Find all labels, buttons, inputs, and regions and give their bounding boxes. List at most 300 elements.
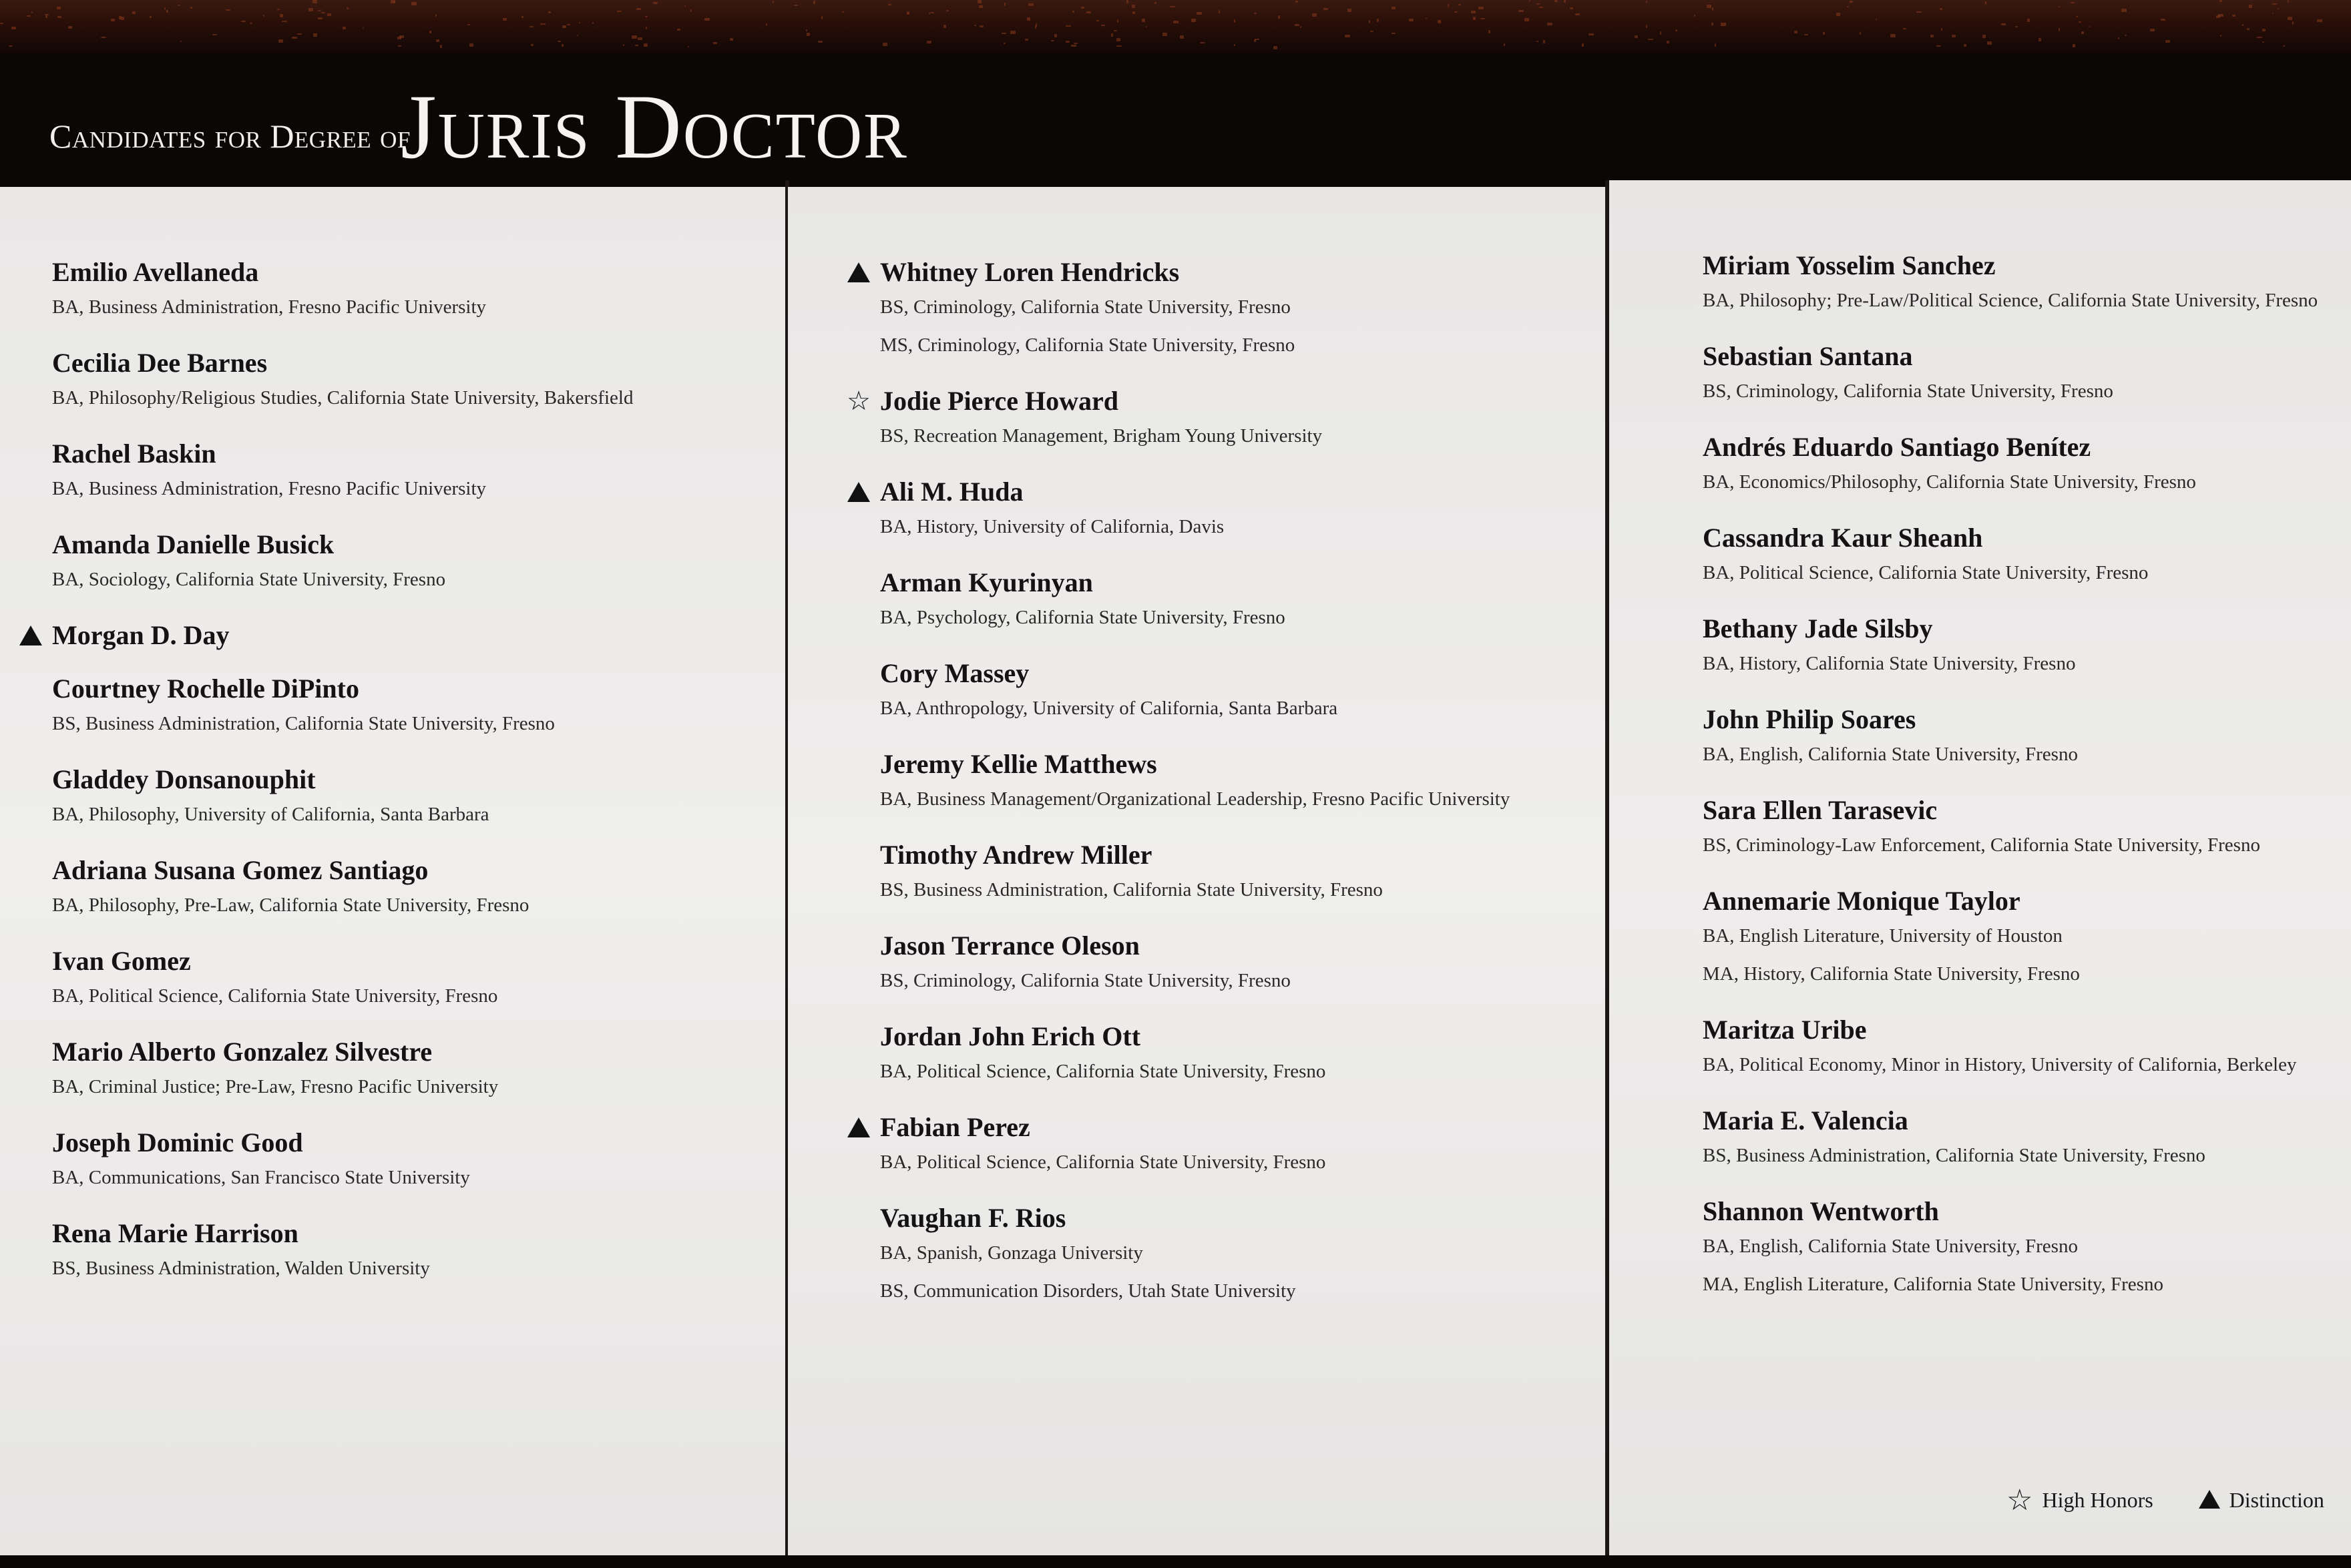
degree-line: BA, Sociology, California State University, Fresno <box>52 569 446 590</box>
degree-line: BA, Political Science, California State University, Fresno <box>880 1151 1326 1173</box>
degree-line: BA, Anthropology, University of California, Santa Barbara <box>880 698 1338 719</box>
candidate-entry <box>52 1036 498 1106</box>
background-texture-speck <box>277 9 280 10</box>
background-texture-speck <box>399 35 404 38</box>
background-texture-speck <box>773 1 774 3</box>
candidate-entry <box>1703 522 2148 592</box>
background-texture-speck <box>343 27 346 29</box>
background-texture-speck <box>1295 1 1298 3</box>
background-texture-speck <box>2125 35 2127 36</box>
background-texture-speck <box>27 15 31 17</box>
background-texture-speck <box>1473 17 1476 20</box>
background-texture-speck <box>2288 17 2292 20</box>
background-texture-speck <box>1941 28 1942 31</box>
background-texture-speck <box>1850 1 1853 3</box>
star-outline-icon: ☆ <box>847 386 871 416</box>
background-texture-speck <box>1646 1 1647 3</box>
background-texture-speck <box>1081 7 1084 9</box>
candidate-entry <box>1703 250 2318 320</box>
background-texture-speck <box>11 27 16 29</box>
background-texture-speck <box>1027 17 1030 21</box>
background-texture-speck <box>1345 35 1350 37</box>
background-texture-speck <box>1300 26 1301 28</box>
background-texture-speck <box>1564 0 1566 3</box>
candidate-name: Vaughan F. Rios <box>880 1203 1066 1233</box>
background-texture-speck <box>1002 33 1006 34</box>
candidate-name: Bethany Jade Silsby <box>1703 613 1933 643</box>
triangle-icon <box>845 477 872 507</box>
background-texture-speck <box>318 17 323 19</box>
background-texture-speck <box>2262 29 2266 31</box>
background-texture-speck <box>1952 35 1956 37</box>
background-texture-speck <box>1116 38 1120 41</box>
background-texture-speck <box>1504 43 1505 46</box>
background-texture-speck <box>646 27 647 29</box>
background-texture-speck <box>1126 0 1128 3</box>
background-texture-speck <box>31 11 33 13</box>
background-texture-speck <box>1347 9 1351 12</box>
background-texture-speck <box>1982 35 1986 38</box>
degree-line: BA, Business Administration, Fresno Pacific University <box>52 296 487 318</box>
background-texture-speck <box>1028 3 1034 6</box>
candidate-name: Mario Alberto Gonzalez Silvestre <box>52 1037 433 1067</box>
background-texture-speck <box>1072 11 1074 13</box>
background-texture-speck <box>1916 11 1922 13</box>
background-texture-speck <box>1295 24 1299 26</box>
background-texture-speck <box>1536 41 1538 42</box>
candidate-entry <box>1703 613 2075 683</box>
background-texture-speck <box>1369 20 1370 23</box>
candidate-entry <box>880 839 1383 909</box>
degree-line: BA, English, California State University, Fresno <box>1703 1236 2078 1257</box>
background-texture-speck <box>1191 19 1196 22</box>
candidate-name: Cecilia Dee Barnes <box>52 348 268 378</box>
candidate-entry <box>880 476 1224 546</box>
background-texture-speck <box>212 34 217 35</box>
candidate-entry <box>52 256 486 326</box>
degree-line: BA, English, California State University, Fresno <box>1703 744 2078 765</box>
background-texture-speck <box>363 27 364 29</box>
background-texture-speck <box>688 46 689 47</box>
background-texture-speck <box>2059 6 2060 7</box>
background-texture-speck <box>592 22 594 24</box>
background-texture-speck <box>818 41 823 43</box>
degree-line: BA, Political Science, California State University, Fresno <box>1703 562 2149 583</box>
background-texture-speck <box>1197 12 1202 15</box>
background-texture-speck <box>521 16 523 18</box>
candidate-name: Jodie Pierce Howard <box>880 386 1118 416</box>
background-texture-speck <box>645 16 648 17</box>
background-texture-speck <box>1575 13 1580 15</box>
background-texture-speck <box>1273 46 1277 49</box>
background-texture-speck <box>2257 37 2262 38</box>
background-texture-speck <box>704 18 710 21</box>
background-texture-speck <box>347 7 349 9</box>
degree-line: BA, Political Science, California State University, Fresno <box>52 985 498 1007</box>
background-texture-speck <box>558 41 561 42</box>
candidate-entry <box>1703 885 2080 993</box>
degree-line: BA, Criminal Justice; Pre-Law, Fresno Pacific University <box>52 1076 499 1097</box>
background-texture-speck <box>308 8 313 11</box>
background-texture-speck <box>164 7 166 10</box>
background-texture-speck <box>1448 6 1449 7</box>
background-texture-speck <box>2001 23 2006 25</box>
background-texture-speck <box>2079 21 2081 23</box>
candidate-name: Andrés Eduardo Santiago Benítez <box>1703 432 2091 462</box>
legend-high-honors <box>2006 1483 2153 1517</box>
legend-distinction-label: Distinction <box>2229 1488 2324 1512</box>
background-texture-speck <box>2232 15 2235 17</box>
background-texture-speck <box>974 25 976 26</box>
background-texture-speck <box>548 11 551 13</box>
background-texture-speck <box>2161 19 2165 21</box>
candidate-name: Cory Massey <box>880 658 1030 688</box>
background-texture-speck <box>2272 3 2277 5</box>
candidate-entry <box>1703 1196 2163 1304</box>
degree-line: BA, History, California State University, Fresno <box>1703 653 2076 674</box>
background-texture-speck <box>1675 29 1677 31</box>
background-texture-speck <box>1930 35 1934 37</box>
background-texture-speck <box>1547 23 1552 25</box>
background-texture-speck <box>1392 7 1396 9</box>
background-texture-speck <box>45 15 47 18</box>
candidate-name: Amanda Danielle Busick <box>52 529 335 559</box>
background-texture-speck <box>888 4 891 5</box>
candidate-entry <box>52 347 633 417</box>
background-texture-speck <box>2288 0 2289 3</box>
background-texture-speck <box>1836 13 1840 16</box>
degree-title: Juris Doctor <box>401 75 908 178</box>
candidate-entry <box>52 673 555 743</box>
background-texture-speck <box>1478 7 1484 9</box>
background-texture-speck <box>1635 35 1638 38</box>
background-texture-speck <box>2089 26 2091 27</box>
degree-line: BS, Criminology, California State University, Fresno <box>1703 380 2113 402</box>
background-texture-speck <box>1004 3 1006 6</box>
background-texture-speck <box>907 11 909 15</box>
background-texture-speck <box>2272 13 2274 14</box>
triangle-icon <box>845 258 872 287</box>
candidate-name: Sara Ellen Tarasevic <box>1703 795 1938 825</box>
degree-line: BS, Business Administration, California State University, Fresno <box>880 879 1383 900</box>
background-texture-speck <box>150 16 152 18</box>
candidate-entry <box>1703 794 2260 864</box>
candidate-name: Morgan D. Day <box>52 620 230 650</box>
background-texture-speck <box>1200 42 1205 43</box>
background-texture-speck <box>180 41 182 42</box>
background-texture-speck <box>1554 0 1558 2</box>
degree-line: BA, History, University of California, Davis <box>880 516 1225 537</box>
degree-line: BA, Philosophy; Pre-Law/Political Science, California State University, Fresno <box>1703 290 2318 311</box>
background-texture-speck <box>1054 34 1057 37</box>
background-texture-speck <box>1010 31 1016 34</box>
candidate-entry <box>880 748 1510 818</box>
background-texture-speck <box>1146 26 1147 27</box>
background-texture-speck <box>730 38 733 41</box>
background-texture-speck <box>1646 25 1647 28</box>
candidate-entry <box>52 438 486 508</box>
background-texture-speck <box>883 43 887 46</box>
candidate-entry <box>52 529 445 599</box>
background-texture-speck <box>623 44 624 46</box>
background-texture-speck <box>2283 45 2285 47</box>
background-texture-speck <box>1588 33 1594 35</box>
candidate-name: Fabian Perez <box>880 1112 1030 1142</box>
background-texture-speck <box>1117 19 1118 23</box>
background-texture-speck <box>190 7 192 9</box>
degree-line: BA, Communications, San Francisco State University <box>52 1167 470 1188</box>
background-texture-speck <box>577 35 578 36</box>
background-texture-speck <box>1132 5 1135 8</box>
background-texture-speck <box>436 39 439 42</box>
triangle-icon <box>845 1113 872 1142</box>
background-texture-speck <box>2059 28 2060 31</box>
candidate-entry <box>847 385 1323 455</box>
background-texture-speck <box>1458 4 1461 5</box>
background-texture-speck <box>1071 45 1076 47</box>
background-texture-speck <box>2219 0 2222 2</box>
degree-line: BS, Business Administration, California State University, Fresno <box>52 713 555 734</box>
background-texture-speck <box>1529 0 1530 1</box>
candidate-name: John Philip Soares <box>1703 704 1916 734</box>
candidate-name: Arman Kyurinyan <box>880 567 1093 597</box>
degree-line: BA, Business Administration, Fresno Pacific University <box>52 478 487 499</box>
star-outline-icon: ☆ <box>2006 1484 2033 1517</box>
background-texture-speck <box>321 12 325 13</box>
candidate-name: Jeremy Kellie Matthews <box>880 749 1157 779</box>
degree-line: BS, Communication Disorders, Utah State University <box>880 1280 1296 1302</box>
candidate-name: Adriana Susana Gomez Santiago <box>52 855 429 885</box>
background-texture-speck <box>1132 11 1135 14</box>
background-texture-speck <box>1721 23 1726 26</box>
background-texture-speck <box>1074 43 1078 44</box>
legend-high-honors-label: High Honors <box>2042 1488 2153 1512</box>
background-texture-speck <box>638 37 642 40</box>
background-texture-speck <box>297 33 302 35</box>
candidate-entry <box>52 619 230 651</box>
candidate-entry <box>52 1127 470 1197</box>
background-texture-speck <box>1711 23 1713 25</box>
program-header <box>0 53 2351 187</box>
background-texture-speck <box>0 23 3 24</box>
degree-line: BS, Criminology, California State University, Fresno <box>880 296 1291 318</box>
background-texture-speck <box>1524 18 1529 21</box>
background-texture-speck <box>684 5 686 7</box>
background-texture-speck <box>653 2 658 4</box>
background-texture-speck <box>9 45 13 47</box>
background-texture-speck <box>562 44 564 47</box>
background-texture-speck <box>1111 33 1113 37</box>
candidate-name: Joseph Dominic Good <box>52 1127 303 1157</box>
candidate-name: Annemarie Monique Taylor <box>1703 886 2020 916</box>
background-texture-speck <box>562 25 566 28</box>
background-texture-speck <box>391 0 395 3</box>
triangle-icon <box>17 621 44 650</box>
background-texture-speck <box>1454 11 1458 13</box>
background-texture-speck <box>411 2 417 5</box>
background-texture-speck <box>2121 9 2127 12</box>
candidate-entry <box>52 945 497 1015</box>
background-texture-speck <box>617 11 622 12</box>
degree-line: BS, Business Administration, California State University, Fresno <box>1703 1145 2205 1166</box>
background-texture-speck <box>1114 30 1117 31</box>
candidate-entry <box>1703 1014 2296 1084</box>
background-texture-speck <box>943 25 946 28</box>
degree-line: BA, English Literature, University of Houston <box>1703 925 2063 947</box>
background-texture-speck <box>469 43 473 47</box>
bottom-background-band <box>0 1555 2351 1568</box>
background-texture-speck <box>1101 25 1105 26</box>
candidate-name: Whitney Loren Hendricks <box>880 257 1180 287</box>
candidate-entry <box>1703 431 2196 501</box>
background-texture-speck <box>226 9 230 11</box>
background-texture-speck <box>2081 31 2084 34</box>
background-texture-speck <box>2278 8 2279 9</box>
degree-line: MA, English Literature, California State University, Fresno <box>1703 1274 2163 1295</box>
background-texture-speck <box>1377 19 1379 22</box>
background-texture-speck <box>979 5 983 8</box>
background-texture-speck <box>1543 40 1545 43</box>
background-texture-speck <box>1890 34 1896 37</box>
background-texture-speck <box>1985 1 1986 5</box>
candidate-entry <box>1703 340 2113 411</box>
background-texture-speck <box>794 5 798 6</box>
background-texture-speck <box>635 45 638 46</box>
candidate-name: Cassandra Kaur Sheanh <box>1703 523 1983 553</box>
background-texture-speck <box>930 12 934 13</box>
background-texture-speck <box>282 21 287 22</box>
background-texture-speck <box>101 37 106 38</box>
background-texture-speck <box>1051 40 1054 41</box>
header-prefix: Candidates for Degree of <box>49 117 411 155</box>
background-texture-speck <box>2292 21 2294 25</box>
background-texture-speck <box>1096 20 1099 21</box>
background-texture-speck <box>1707 5 1711 8</box>
background-texture-speck <box>1715 43 1716 47</box>
background-texture-speck <box>1847 6 1849 7</box>
background-texture-speck <box>540 23 546 25</box>
background-texture-speck <box>1794 31 1797 33</box>
candidate-entry <box>1703 1105 2205 1175</box>
background-texture-speck <box>2216 15 2220 18</box>
background-texture-speck <box>398 45 401 47</box>
background-texture-speck <box>1539 7 1543 8</box>
candidate-name: Timothy Andrew Miller <box>880 840 1152 870</box>
degree-line: BS, Business Administration, Walden University <box>52 1258 430 1279</box>
background-texture-speck <box>1667 41 1669 43</box>
candidate-entry <box>880 1202 1296 1310</box>
background-texture-speck <box>1278 15 1280 19</box>
candidate-entry <box>52 764 489 834</box>
background-texture-speck <box>2242 24 2243 26</box>
background-texture-speck <box>2039 38 2041 41</box>
background-texture-speck <box>946 10 949 11</box>
background-texture-speck <box>2220 35 2221 37</box>
background-texture-speck <box>531 44 533 46</box>
background-texture-speck <box>2249 5 2252 8</box>
degree-line: BA, Political Economy, Minor in History, University of California, Berkeley <box>1703 1054 2297 1075</box>
degree-line: BS, Recreation Management, Brigham Young University <box>880 425 1323 447</box>
background-texture-speck <box>241 21 246 22</box>
background-texture-speck <box>1536 3 1540 5</box>
candidate-name: Ivan Gomez <box>52 946 191 976</box>
background-texture-speck <box>178 5 180 6</box>
degree-line: BA, Business Management/Organizational Leadership, Fresno Pacific University <box>880 788 1510 810</box>
background-texture-speck <box>690 9 692 12</box>
background-texture-speck <box>111 19 115 21</box>
candidate-entry <box>880 658 1337 728</box>
background-texture-speck <box>1488 30 1490 33</box>
candidate-name: Jordan John Erich Ott <box>880 1021 1141 1051</box>
background-texture-speck <box>2076 16 2078 17</box>
background-texture-speck <box>1086 11 1091 13</box>
background-texture-speck <box>1234 19 1235 23</box>
background-texture-speck <box>766 23 767 26</box>
background-texture-speck <box>327 13 331 16</box>
candidate-name: Gladdey Donsanouphit <box>52 764 316 794</box>
background-texture-speck <box>435 14 437 17</box>
background-texture-speck <box>1471 11 1476 13</box>
background-texture-speck <box>1254 39 1256 42</box>
candidate-name: Emilio Avellaneda <box>52 257 259 287</box>
candidate-name: Shannon Wentworth <box>1703 1196 1939 1226</box>
background-texture-speck <box>1823 32 1825 35</box>
background-texture-speck <box>1234 44 1235 46</box>
background-texture-speck <box>1582 43 1584 47</box>
background-texture-speck <box>2073 44 2075 47</box>
candidate-entry <box>880 256 1295 364</box>
background-texture-speck <box>467 24 470 25</box>
degree-line: MA, History, California State University, Fresno <box>1703 963 2080 985</box>
background-texture-speck <box>1162 33 1167 36</box>
degree-line: BA, Economics/Philosophy, California State University, Fresno <box>1703 471 2196 493</box>
background-texture-speck <box>1648 39 1653 40</box>
background-texture-speck <box>1860 32 1861 35</box>
background-texture-speck <box>2150 29 2155 31</box>
background-texture-speck <box>1518 10 1524 12</box>
background-texture-speck <box>1116 45 1122 47</box>
background-texture-speck <box>713 42 717 44</box>
candidate-entry <box>1703 704 2078 774</box>
background-texture-speck <box>2015 26 2018 27</box>
background-texture-speck <box>57 7 61 9</box>
background-texture-speck <box>278 39 283 43</box>
background-texture-speck <box>1219 10 1220 13</box>
background-texture-speck <box>1392 33 1396 34</box>
background-texture-speck <box>132 11 136 14</box>
background-texture-speck <box>1154 2 1156 4</box>
background-texture-speck <box>1180 35 1184 39</box>
degree-line: BA, Philosophy/Religious Studies, California State University, Bakersfield <box>52 387 634 409</box>
background-texture-speck <box>1426 17 1427 19</box>
background-texture-speck <box>313 33 317 37</box>
candidate-name: Maritza Uribe <box>1703 1015 1867 1045</box>
background-texture-speck <box>1370 31 1373 32</box>
background-texture-speck <box>1312 13 1317 17</box>
background-texture-speck <box>2027 19 2030 22</box>
background-texture-speck <box>1940 8 1942 10</box>
background-texture-speck <box>1964 44 1966 47</box>
background-texture-speck <box>1936 45 1941 47</box>
background-texture-speck <box>1903 28 1906 29</box>
background-texture-speck <box>1660 31 1661 35</box>
background-texture-speck <box>821 16 823 19</box>
candidate-entry <box>880 1021 1325 1091</box>
background-texture-speck <box>636 8 641 10</box>
legend-distinction <box>2199 1488 2324 1513</box>
background-texture-speck <box>166 10 168 13</box>
background-texture-speck <box>280 14 283 17</box>
